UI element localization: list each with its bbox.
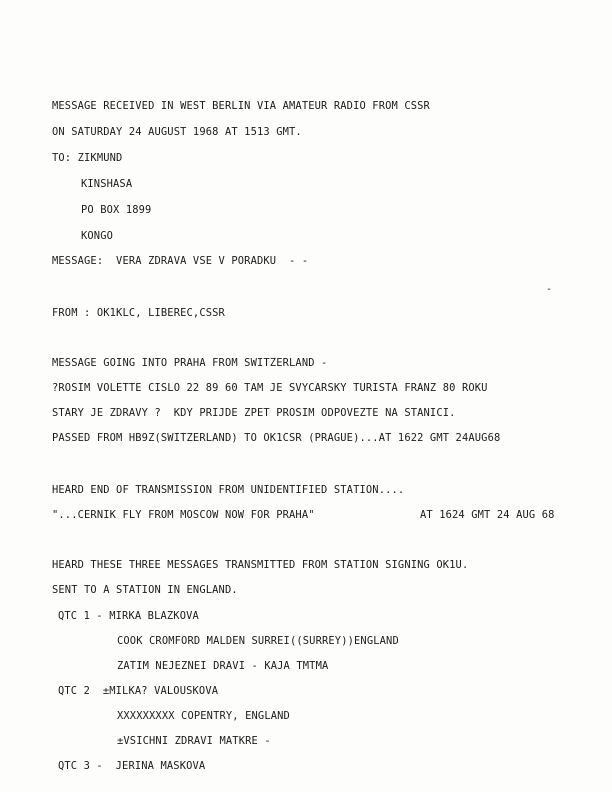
qtc3-line: QTC 3 - JERINA MASKOVA	[58, 760, 206, 772]
header-line-2: ON SATURDAY 24 AUGUST 1968 AT 1513 GMT.	[52, 126, 302, 138]
address-city: KINSHASA	[81, 178, 133, 190]
unidentified-heading: HEARD END OF TRANSMISSION FROM UNIDENTIFIED STATION....	[52, 484, 405, 496]
message-line: MESSAGE: VERA ZDRAVA VSE V PORADKU - -	[52, 255, 309, 267]
qtc2-line: QTC 2 ±MILKA? VALOUSKOVA	[58, 685, 219, 697]
address-country: KONGO	[81, 230, 114, 242]
cernik-quote: "...CERNIK FLY FROM MOSCOW NOW FOR PRAHA"	[52, 509, 315, 521]
to-line: TO: ZIKMUND	[52, 152, 123, 164]
message2-passed: PASSED FROM HB9Z(SWITZERLAND) TO OK1CSR (PRAGUE)...AT 1622 GMT 24AUG68	[52, 432, 501, 444]
three-messages-heading: HEARD THESE THREE MESSAGES TRANSMITTED FROM STATION SIGNING OK1U.	[52, 559, 469, 571]
cernik-time: AT 1624 GMT 24 AUG 68	[420, 509, 555, 521]
from-line: FROM : OK1KLC, LIBEREC,CSSR	[52, 307, 225, 319]
qtc2-address: XXXXXXXXX COPENTRY, ENGLAND	[117, 710, 290, 722]
message2-body-1: ?ROSIM VOLETTE CISLO 22 89 60 TAM JE SVYCARSKY TURISTA FRANZ 80 ROKU	[52, 382, 488, 394]
header-line-1: MESSAGE RECEIVED IN WEST BERLIN VIA AMATEUR RADIO FROM CSSR	[52, 100, 430, 112]
stray-mark: -	[546, 284, 553, 295]
address-po-box: PO BOX 1899	[81, 204, 152, 216]
qtc1-line: QTC 1 - MIRKA BLAZKOVA	[58, 610, 199, 622]
three-messages-sent: SENT TO A STATION IN ENGLAND.	[52, 584, 238, 596]
qtc1-address: COOK CROMFORD MALDEN SURREI((SURREY))ENGLAND	[117, 635, 399, 647]
message2-heading: MESSAGE GOING INTO PRAHA FROM SWITZERLAND -	[52, 357, 328, 369]
message2-body-2: STARY JE ZDRAVY ? KDY PRIJDE ZPET PROSIM ODPOVEZTE NA STANICI.	[52, 407, 456, 419]
qtc1-message: ZATIM NEJEZNEI DRAVI - KAJA TMTMA	[117, 660, 329, 672]
qtc2-message: ±VSICHNI ZDRAVI MATKRE -	[117, 735, 271, 747]
